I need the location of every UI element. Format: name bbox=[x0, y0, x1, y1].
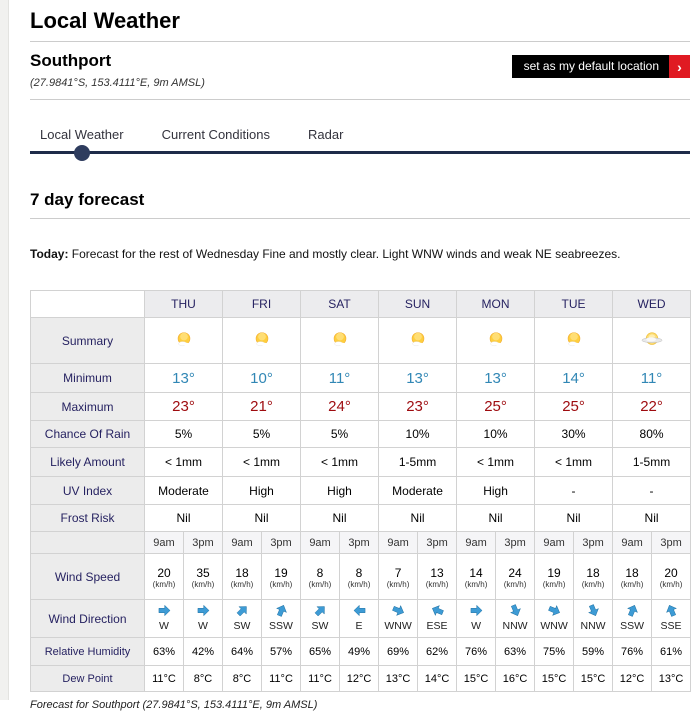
wind-speed-unit: (km/h) bbox=[425, 579, 449, 589]
uv-index-cell: Moderate bbox=[145, 477, 223, 505]
location-name: Southport bbox=[30, 51, 112, 70]
maximum-cell: 24° bbox=[301, 393, 379, 421]
divider bbox=[30, 41, 690, 42]
frost-risk-cell: Nil bbox=[379, 505, 457, 532]
likely-amount-cell: 1-5mm bbox=[613, 448, 691, 477]
wind-speed-unit: (km/h) bbox=[386, 579, 410, 589]
wind-direction-label: W bbox=[471, 620, 481, 633]
wind-direction-label: SW bbox=[311, 620, 329, 633]
tab-bar bbox=[40, 127, 690, 151]
wind-speed-cell: 7 (km/h) bbox=[379, 554, 418, 600]
chance-of-rain-cell: 10% bbox=[379, 421, 457, 448]
wind-direction-cell bbox=[184, 600, 223, 638]
maximum-cell: 25° bbox=[457, 393, 535, 421]
chance-of-rain-cell: 10% bbox=[457, 421, 535, 448]
forecast-footnote: Forecast for Southport (27.9841°S, 153.4111°E, 9m AMSL) bbox=[30, 699, 318, 711]
time-header: 9am bbox=[223, 532, 262, 554]
row-label-dew-point: Dew Point bbox=[31, 666, 145, 692]
relative-humidity-cell: 59% bbox=[574, 638, 613, 666]
summary-cell bbox=[145, 318, 223, 364]
wind-direction-cell bbox=[613, 600, 652, 638]
summary-cell bbox=[301, 318, 379, 364]
frost-risk-cell: Nil bbox=[223, 505, 301, 532]
relative-humidity-cell: 76% bbox=[457, 638, 496, 666]
maximum-cell: 22° bbox=[613, 393, 691, 421]
dew-point-cell: 15°C bbox=[535, 666, 574, 692]
mostly-sunny-icon bbox=[563, 330, 585, 349]
summary-cell bbox=[613, 318, 691, 364]
wind-direction-cell bbox=[301, 600, 340, 638]
wind-speed-unit: (km/h) bbox=[581, 579, 605, 589]
day-header: FRI bbox=[223, 291, 301, 318]
relative-humidity-cell: 42% bbox=[184, 638, 223, 666]
wind-direction-cell bbox=[340, 600, 379, 638]
wind-direction-label: SSE bbox=[660, 620, 682, 633]
table-corner-cell bbox=[31, 291, 145, 318]
wind-direction-arrow-icon bbox=[548, 604, 561, 617]
chance-of-rain-cell: 80% bbox=[613, 421, 691, 448]
maximum-cell: 21° bbox=[223, 393, 301, 421]
row-label-wind-speed: Wind Speed bbox=[31, 554, 145, 600]
wind-direction-label: ESE bbox=[426, 620, 448, 633]
wind-speed-cell: 20 (km/h) bbox=[652, 554, 691, 600]
day-header: MON bbox=[457, 291, 535, 318]
relative-humidity-cell: 76% bbox=[613, 638, 652, 666]
location-header bbox=[30, 51, 690, 99]
minimum-cell: 11° bbox=[301, 364, 379, 393]
divider bbox=[30, 99, 690, 100]
wind-speed-unit: (km/h) bbox=[542, 579, 566, 589]
wind-direction-arrow-icon bbox=[353, 604, 366, 617]
wind-direction-cell bbox=[418, 600, 457, 638]
wind-speed-unit: (km/h) bbox=[308, 579, 332, 589]
set-default-location-button[interactable] bbox=[512, 55, 690, 78]
uv-index-cell: Moderate bbox=[379, 477, 457, 505]
today-label: Today: bbox=[30, 247, 69, 261]
wind-direction-label: SW bbox=[233, 620, 251, 633]
mostly-sunny-icon bbox=[251, 330, 273, 349]
minimum-cell: 14° bbox=[535, 364, 613, 393]
active-tab-indicator bbox=[74, 145, 90, 161]
wind-direction-arrow-icon bbox=[392, 604, 405, 617]
frost-risk-cell: Nil bbox=[535, 505, 613, 532]
time-header: 9am bbox=[379, 532, 418, 554]
row-label-wind-direction: Wind Direction bbox=[31, 600, 145, 638]
wind-speed-unit: (km/h) bbox=[269, 579, 293, 589]
wind-direction-arrow-icon bbox=[431, 604, 444, 617]
frost-risk-cell: Nil bbox=[613, 505, 691, 532]
likely-amount-cell: < 1mm bbox=[145, 448, 223, 477]
tab-current-conditions[interactable]: Current Conditions bbox=[161, 127, 270, 142]
dew-point-cell: 11°C bbox=[301, 666, 340, 692]
relative-humidity-cell: 64% bbox=[223, 638, 262, 666]
time-header: 3pm bbox=[652, 532, 691, 554]
wind-direction-label: WNW bbox=[540, 620, 568, 633]
time-header: 3pm bbox=[574, 532, 613, 554]
chance-of-rain-cell: 5% bbox=[301, 421, 379, 448]
wind-speed-cell: 35 (km/h) bbox=[184, 554, 223, 600]
wind-direction-label: E bbox=[355, 620, 363, 633]
dew-point-cell: 15°C bbox=[457, 666, 496, 692]
likely-amount-cell: < 1mm bbox=[457, 448, 535, 477]
wind-speed-cell: 18 (km/h) bbox=[613, 554, 652, 600]
wind-direction-cell bbox=[652, 600, 691, 638]
wind-speed-unit: (km/h) bbox=[152, 579, 176, 589]
dew-point-cell: 12°C bbox=[613, 666, 652, 692]
dew-point-cell: 11°C bbox=[262, 666, 301, 692]
maximum-cell: 25° bbox=[535, 393, 613, 421]
dew-point-cell: 13°C bbox=[379, 666, 418, 692]
dew-point-cell: 11°C bbox=[145, 666, 184, 692]
wind-direction-cell bbox=[145, 600, 184, 638]
summary-cell bbox=[457, 318, 535, 364]
chevron-right-icon: › bbox=[669, 55, 690, 78]
mostly-sunny-icon bbox=[329, 330, 351, 349]
wind-speed-unit: (km/h) bbox=[620, 579, 644, 589]
wind-direction-cell bbox=[574, 600, 613, 638]
wind-speed-cell: 13 (km/h) bbox=[418, 554, 457, 600]
uv-index-cell: High bbox=[457, 477, 535, 505]
relative-humidity-cell: 63% bbox=[496, 638, 535, 666]
tab-local-weather[interactable]: Local Weather bbox=[40, 127, 124, 142]
wind-direction-label: SSW bbox=[269, 620, 293, 633]
uv-index-cell: - bbox=[535, 477, 613, 505]
dew-point-cell: 13°C bbox=[652, 666, 691, 692]
wind-direction-arrow-icon bbox=[626, 604, 639, 617]
wind-direction-cell bbox=[496, 600, 535, 638]
mostly-sunny-icon bbox=[485, 330, 507, 349]
wind-speed-cell: 18 (km/h) bbox=[574, 554, 613, 600]
partly-cloudy-icon bbox=[640, 330, 664, 349]
minimum-cell: 13° bbox=[145, 364, 223, 393]
wind-direction-label: NNW bbox=[580, 620, 606, 633]
tab-underline bbox=[30, 151, 690, 154]
forecast-table bbox=[30, 290, 691, 692]
time-header: 9am bbox=[301, 532, 340, 554]
wind-speed-unit: (km/h) bbox=[191, 579, 215, 589]
uv-index-cell: - bbox=[613, 477, 691, 505]
frost-risk-cell: Nil bbox=[301, 505, 379, 532]
day-header: WED bbox=[613, 291, 691, 318]
wind-speed-unit: (km/h) bbox=[347, 579, 371, 589]
relative-humidity-cell: 49% bbox=[340, 638, 379, 666]
relative-humidity-cell: 75% bbox=[535, 638, 574, 666]
wind-direction-arrow-icon bbox=[236, 604, 249, 617]
minimum-cell: 13° bbox=[457, 364, 535, 393]
maximum-cell: 23° bbox=[379, 393, 457, 421]
frost-risk-cell: Nil bbox=[457, 505, 535, 532]
wind-speed-unit: (km/h) bbox=[464, 579, 488, 589]
likely-amount-cell: < 1mm bbox=[301, 448, 379, 477]
summary-cell bbox=[535, 318, 613, 364]
day-header: TUE bbox=[535, 291, 613, 318]
dew-point-cell: 8°C bbox=[184, 666, 223, 692]
wind-speed-unit: (km/h) bbox=[230, 579, 254, 589]
relative-humidity-cell: 65% bbox=[301, 638, 340, 666]
wind-speed-cell: 24 (km/h) bbox=[496, 554, 535, 600]
time-header: 9am bbox=[613, 532, 652, 554]
wind-direction-arrow-icon bbox=[197, 604, 210, 617]
row-label-chance-of-rain: Chance Of Rain bbox=[31, 421, 145, 448]
wind-direction-cell bbox=[535, 600, 574, 638]
time-header: 9am bbox=[535, 532, 574, 554]
dew-point-cell: 12°C bbox=[340, 666, 379, 692]
summary-cell bbox=[223, 318, 301, 364]
wind-direction-arrow-icon bbox=[158, 604, 171, 617]
time-header: 3pm bbox=[340, 532, 379, 554]
time-header: 9am bbox=[145, 532, 184, 554]
wind-direction-cell bbox=[223, 600, 262, 638]
wind-direction-arrow-icon bbox=[470, 604, 483, 617]
location-coordinates: (27.9841°S, 153.4111°E, 9m AMSL) bbox=[30, 77, 205, 89]
row-label-relative-humidity: Relative Humidity bbox=[31, 638, 145, 666]
wind-speed-cell: 14 (km/h) bbox=[457, 554, 496, 600]
minimum-cell: 10° bbox=[223, 364, 301, 393]
wind-speed-unit: (km/h) bbox=[503, 579, 527, 589]
row-label-likely-amount: Likely Amount bbox=[31, 448, 145, 477]
set-default-location-label: set as my default location bbox=[512, 55, 669, 78]
wind-direction-label: W bbox=[198, 620, 208, 633]
wind-direction-label: SSW bbox=[620, 620, 644, 633]
wind-direction-cell bbox=[379, 600, 418, 638]
page-content bbox=[30, 0, 690, 711]
frost-risk-cell: Nil bbox=[145, 505, 223, 532]
time-header: 3pm bbox=[418, 532, 457, 554]
row-label-frost-risk: Frost Risk bbox=[31, 505, 145, 532]
dew-point-cell: 14°C bbox=[418, 666, 457, 692]
uv-index-cell: High bbox=[301, 477, 379, 505]
wind-direction-arrow-icon bbox=[587, 604, 600, 617]
tab-radar[interactable]: Radar bbox=[307, 127, 344, 142]
mostly-sunny-icon bbox=[407, 330, 429, 349]
mostly-sunny-icon bbox=[173, 330, 195, 349]
wind-direction-arrow-icon bbox=[275, 604, 288, 617]
chance-of-rain-cell: 30% bbox=[535, 421, 613, 448]
page-title: Local Weather bbox=[30, 8, 180, 33]
page-left-gutter bbox=[0, 0, 9, 700]
minimum-cell: 11° bbox=[613, 364, 691, 393]
relative-humidity-cell: 62% bbox=[418, 638, 457, 666]
relative-humidity-cell: 63% bbox=[145, 638, 184, 666]
today-summary bbox=[30, 246, 690, 262]
wind-speed-cell: 8 (km/h) bbox=[301, 554, 340, 600]
wind-direction-label: WNW bbox=[384, 620, 412, 633]
wind-speed-cell: 20 (km/h) bbox=[145, 554, 184, 600]
wind-speed-cell: 19 (km/h) bbox=[262, 554, 301, 600]
chance-of-rain-cell: 5% bbox=[145, 421, 223, 448]
wind-direction-arrow-icon bbox=[314, 604, 327, 617]
row-label-summary: Summary bbox=[31, 318, 145, 364]
wind-speed-cell: 19 (km/h) bbox=[535, 554, 574, 600]
dew-point-cell: 8°C bbox=[223, 666, 262, 692]
wind-direction-arrow-icon bbox=[509, 604, 522, 617]
wind-direction-arrow-icon bbox=[665, 604, 678, 617]
dew-point-cell: 15°C bbox=[574, 666, 613, 692]
likely-amount-cell: < 1mm bbox=[535, 448, 613, 477]
likely-amount-cell: 1-5mm bbox=[379, 448, 457, 477]
chance-of-rain-cell: 5% bbox=[223, 421, 301, 448]
forecast-heading: 7 day forecast bbox=[30, 190, 145, 209]
time-header: 3pm bbox=[496, 532, 535, 554]
wind-speed-cell: 18 (km/h) bbox=[223, 554, 262, 600]
divider bbox=[30, 218, 690, 219]
wind-direction-label: W bbox=[159, 620, 169, 633]
wind-direction-cell bbox=[262, 600, 301, 638]
time-header: 3pm bbox=[184, 532, 223, 554]
day-header: SUN bbox=[379, 291, 457, 318]
maximum-cell: 23° bbox=[145, 393, 223, 421]
day-header: THU bbox=[145, 291, 223, 318]
minimum-cell: 13° bbox=[379, 364, 457, 393]
relative-humidity-cell: 69% bbox=[379, 638, 418, 666]
uv-index-cell: High bbox=[223, 477, 301, 505]
likely-amount-cell: < 1mm bbox=[223, 448, 301, 477]
relative-humidity-cell: 61% bbox=[652, 638, 691, 666]
wind-direction-cell bbox=[457, 600, 496, 638]
wind-speed-unit: (km/h) bbox=[659, 579, 683, 589]
row-label-minimum: Minimum bbox=[31, 364, 145, 393]
time-header-label bbox=[31, 532, 145, 554]
dew-point-cell: 16°C bbox=[496, 666, 535, 692]
wind-speed-cell: 8 (km/h) bbox=[340, 554, 379, 600]
summary-cell bbox=[379, 318, 457, 364]
wind-direction-label: NNW bbox=[502, 620, 528, 633]
row-label-uv-index: UV Index bbox=[31, 477, 145, 505]
today-text: Forecast for the rest of Wednesday Fine and mostly clear. Light WNW winds and weak NE seabreezes. bbox=[71, 247, 621, 261]
time-header: 9am bbox=[457, 532, 496, 554]
time-header: 3pm bbox=[262, 532, 301, 554]
relative-humidity-cell: 57% bbox=[262, 638, 301, 666]
row-label-maximum: Maximum bbox=[31, 393, 145, 421]
day-header: SAT bbox=[301, 291, 379, 318]
